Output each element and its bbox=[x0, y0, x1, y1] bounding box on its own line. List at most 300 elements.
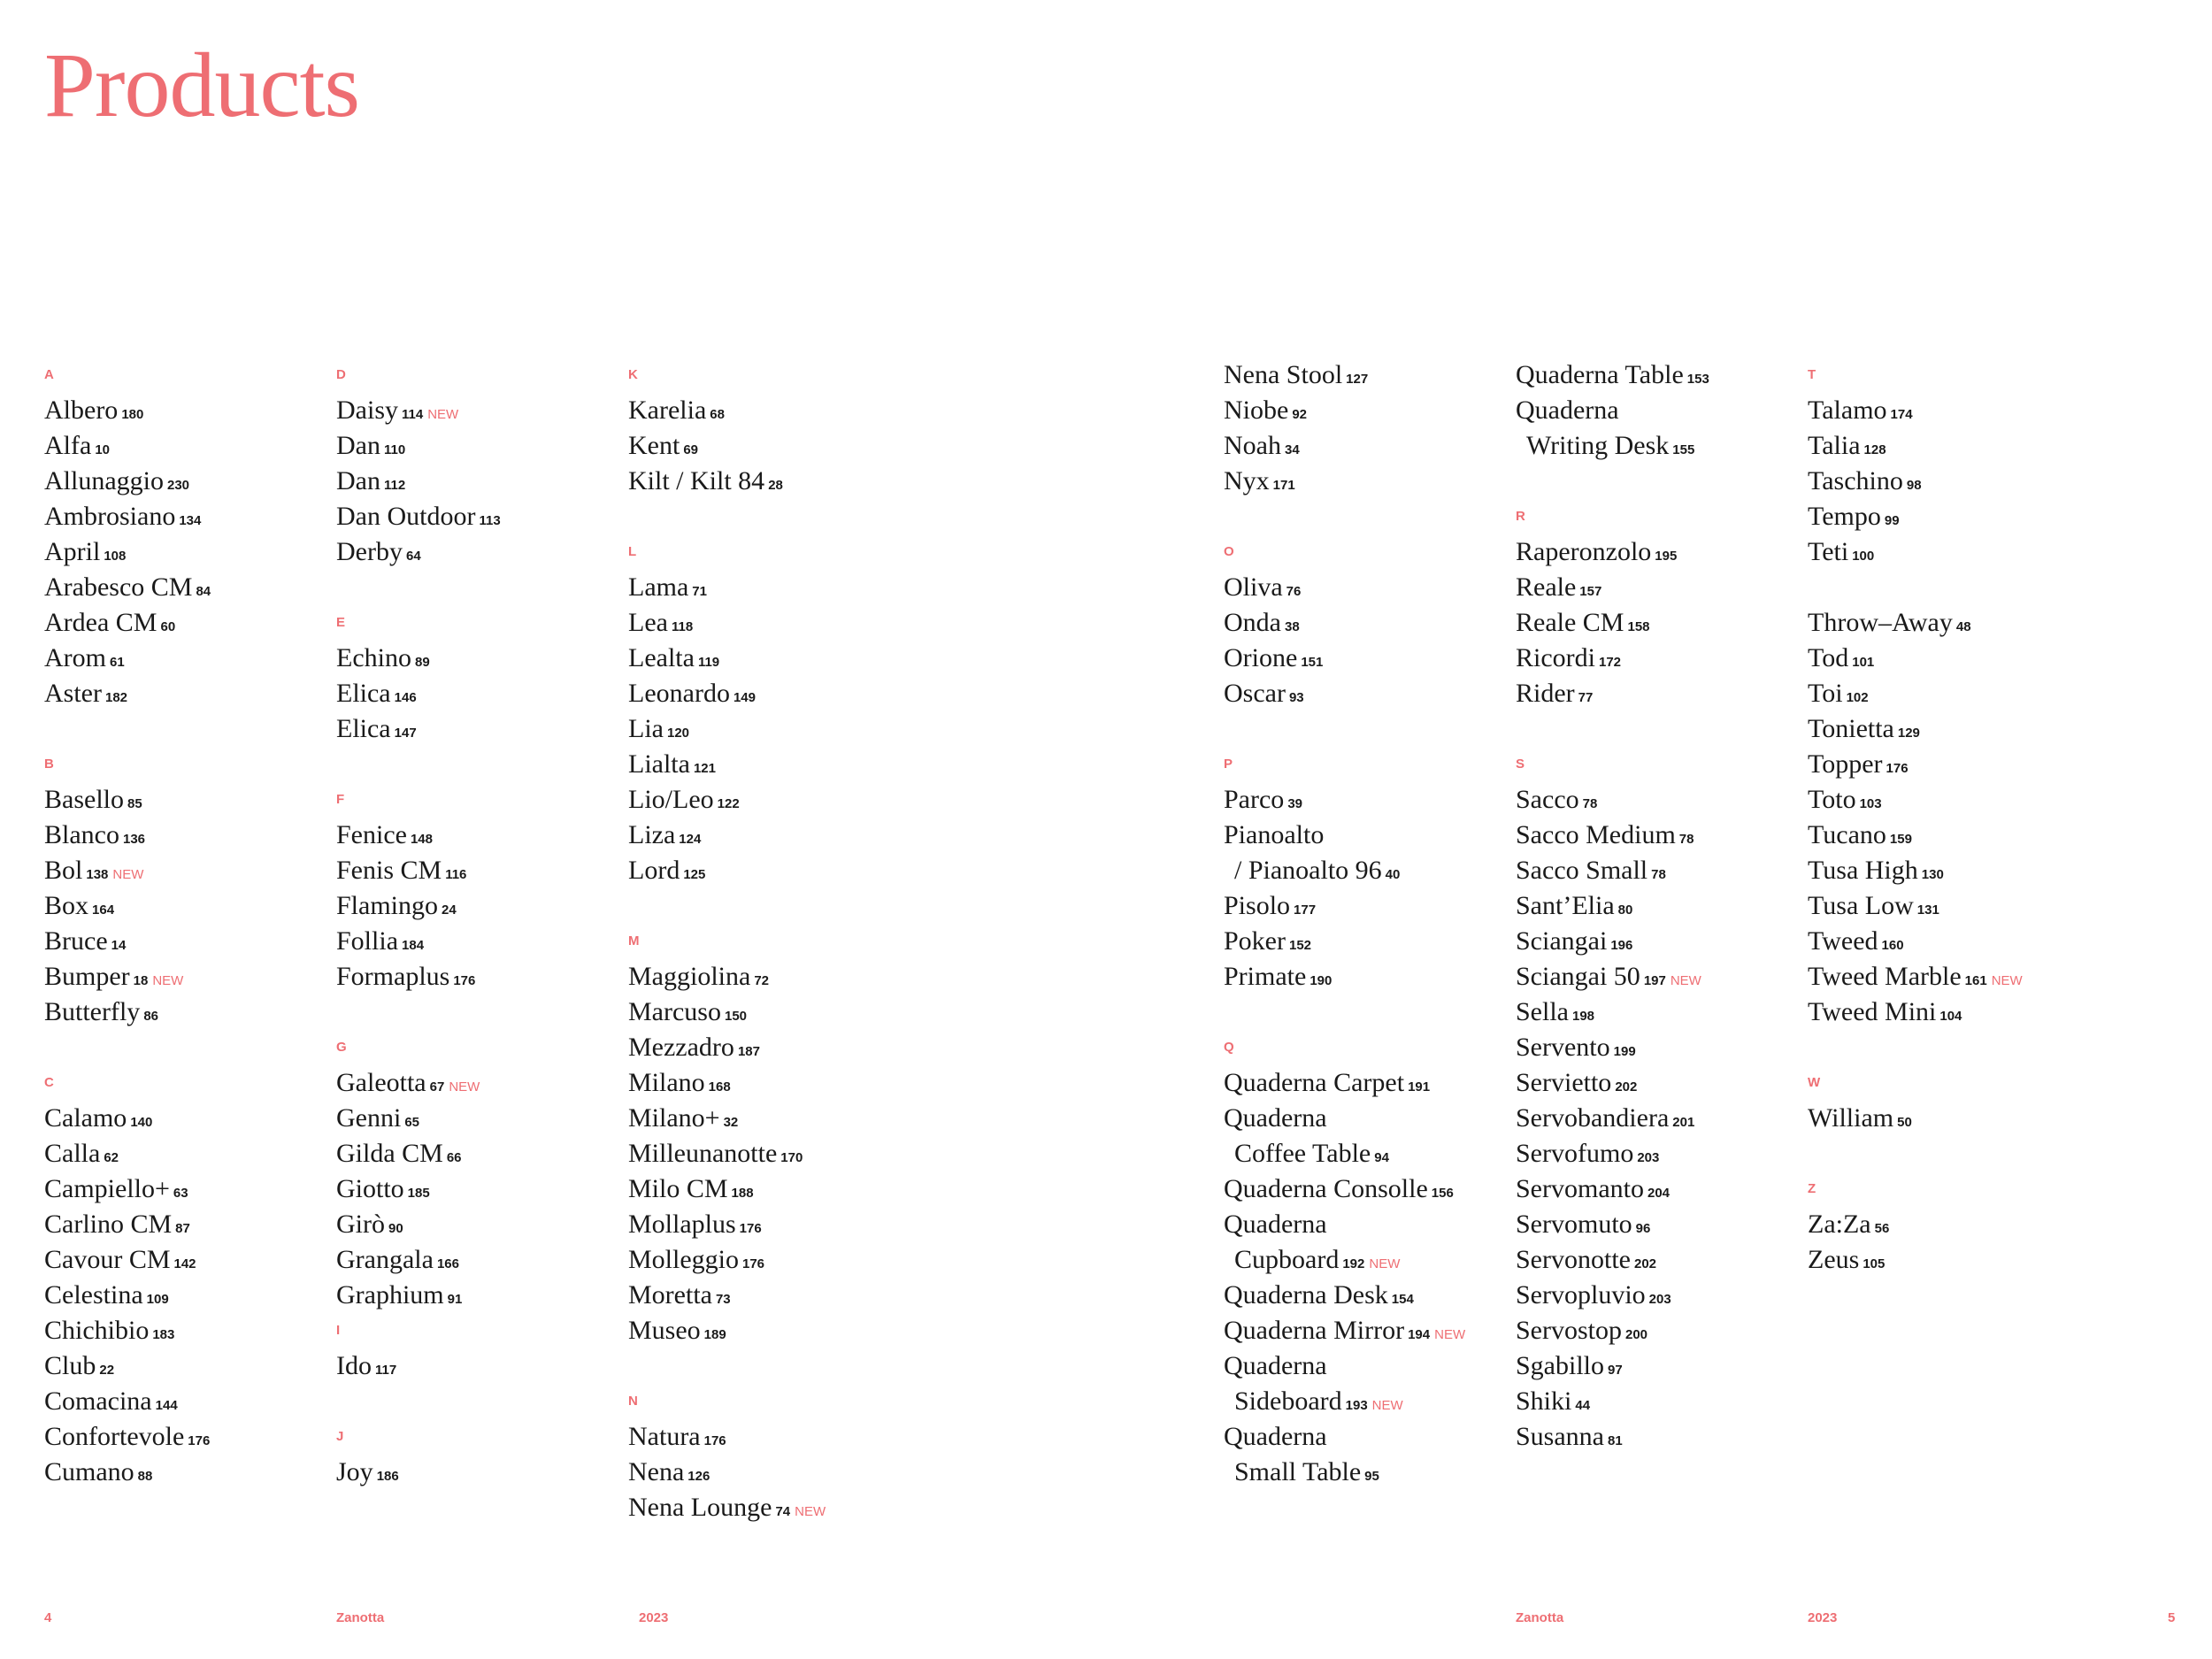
page-number: 109 bbox=[146, 1292, 169, 1307]
product-entry bbox=[1516, 924, 1803, 959]
page-number: 112 bbox=[383, 478, 406, 493]
product-entry bbox=[628, 428, 916, 464]
page-number: 56 bbox=[1874, 1221, 1890, 1236]
product-name: Milo CM bbox=[628, 1174, 728, 1203]
new-badge: NEW bbox=[1991, 973, 2023, 988]
product-entry bbox=[1224, 428, 1511, 464]
page-number: 147 bbox=[394, 726, 417, 741]
product-entry bbox=[1808, 959, 2095, 995]
page-number: 97 bbox=[1608, 1363, 1623, 1378]
footer-year-left: 2023 bbox=[639, 1610, 669, 1625]
product-name: Servomuto bbox=[1516, 1210, 1632, 1239]
product-entry bbox=[1224, 782, 1511, 818]
spacer bbox=[1516, 711, 1803, 747]
page-number: 61 bbox=[110, 655, 125, 670]
product-entry bbox=[336, 499, 624, 534]
product-name: Oscar bbox=[1224, 679, 1286, 708]
product-entry bbox=[1808, 924, 2095, 959]
new-badge: NEW bbox=[1434, 1327, 1466, 1342]
product-entry bbox=[44, 888, 332, 924]
product-entry bbox=[336, 1242, 624, 1278]
page-number: 159 bbox=[1889, 832, 1912, 847]
product-name: Moretta bbox=[628, 1280, 712, 1310]
page-number: 38 bbox=[1284, 619, 1300, 634]
page-number: 72 bbox=[754, 973, 769, 988]
product-entry bbox=[336, 1207, 624, 1242]
product-name: Taschino bbox=[1808, 466, 1903, 495]
page-number: 230 bbox=[167, 478, 190, 493]
product-entry bbox=[44, 782, 332, 818]
product-entry bbox=[44, 818, 332, 853]
product-name: Elica bbox=[336, 714, 391, 743]
product-entry bbox=[628, 1065, 916, 1101]
product-entry bbox=[1516, 357, 1803, 393]
page-number: 103 bbox=[1859, 796, 1882, 811]
section-letter: G bbox=[336, 1040, 347, 1055]
footer-page-number-left: 4 bbox=[44, 1610, 52, 1625]
product-entry bbox=[1516, 605, 1803, 641]
page-number: 76 bbox=[1286, 584, 1302, 599]
spacer bbox=[1808, 1030, 2095, 1065]
product-entry bbox=[44, 393, 332, 428]
product-name: Elica bbox=[336, 679, 391, 708]
page-number: 176 bbox=[739, 1221, 762, 1236]
product-entry bbox=[336, 818, 624, 853]
product-name: Tweed Marble bbox=[1808, 962, 1962, 991]
section-letter: C bbox=[44, 1075, 54, 1090]
product-entry bbox=[1224, 1171, 1511, 1207]
page-number: 60 bbox=[160, 619, 176, 634]
product-entry bbox=[1808, 676, 2095, 711]
product-name: Quaderna Consolle bbox=[1224, 1174, 1428, 1203]
product-entry bbox=[1808, 711, 2095, 747]
product-name: Leonardo bbox=[628, 679, 730, 708]
product-name: Shiki bbox=[1516, 1386, 1572, 1416]
product-name: Parco bbox=[1224, 785, 1285, 814]
product-name: Echino bbox=[336, 643, 411, 672]
page-number: 32 bbox=[723, 1115, 739, 1130]
product-entry bbox=[1516, 818, 1803, 853]
spacer bbox=[336, 747, 624, 782]
product-entry bbox=[1516, 959, 1803, 995]
product-entry bbox=[1808, 1207, 2095, 1242]
product-name: Servento bbox=[1516, 1033, 1610, 1062]
product-entry bbox=[1516, 1101, 1803, 1136]
page-number: 201 bbox=[1672, 1115, 1695, 1130]
product-entry bbox=[44, 605, 332, 641]
product-entry bbox=[336, 888, 624, 924]
product-entry bbox=[44, 499, 332, 534]
product-entry bbox=[336, 1455, 624, 1490]
product-name: Campiello+ bbox=[44, 1174, 170, 1203]
product-entry bbox=[44, 1313, 332, 1348]
page-title: Products bbox=[44, 35, 359, 136]
product-entry bbox=[628, 818, 916, 853]
page-number: 188 bbox=[731, 1186, 754, 1201]
product-name: Topper bbox=[1808, 749, 1883, 779]
page-number: 198 bbox=[1572, 1009, 1595, 1024]
product-entry bbox=[336, 1101, 624, 1136]
product-name: Karelia bbox=[628, 396, 707, 425]
product-entry bbox=[1516, 641, 1803, 676]
product-name: Noah bbox=[1224, 431, 1281, 460]
new-badge: NEW bbox=[1371, 1398, 1403, 1413]
page-number: 126 bbox=[687, 1469, 710, 1484]
product-entry bbox=[628, 1030, 916, 1065]
product-entry bbox=[1224, 357, 1511, 393]
product-name: Toi bbox=[1808, 679, 1843, 708]
product-entry bbox=[336, 464, 624, 499]
new-badge: NEW bbox=[152, 973, 184, 988]
product-entry bbox=[628, 393, 916, 428]
product-name: Box bbox=[44, 891, 89, 920]
product-name: Toto bbox=[1808, 785, 1856, 814]
product-name: Aster bbox=[44, 679, 102, 708]
product-entry bbox=[336, 924, 624, 959]
page-number: 90 bbox=[388, 1221, 403, 1236]
page-number: 187 bbox=[737, 1044, 760, 1059]
product-name: Sideboard bbox=[1234, 1386, 1342, 1416]
page-number: 94 bbox=[1374, 1150, 1389, 1165]
page-number: 39 bbox=[1287, 796, 1302, 811]
new-badge: NEW bbox=[795, 1504, 826, 1519]
page-number: 104 bbox=[1939, 1009, 1962, 1024]
page-number: 96 bbox=[1635, 1221, 1651, 1236]
product-entry bbox=[1224, 1278, 1511, 1313]
product-entry bbox=[1516, 888, 1803, 924]
product-entry bbox=[336, 1065, 624, 1101]
page-number: 140 bbox=[130, 1115, 153, 1130]
page-number: 66 bbox=[446, 1150, 462, 1165]
footer-brand-left: Zanotta bbox=[336, 1610, 385, 1625]
product-name: Tempo bbox=[1808, 502, 1881, 531]
product-name: Zeus bbox=[1808, 1245, 1860, 1274]
page-number: 196 bbox=[1610, 938, 1633, 953]
index-column-4 bbox=[1224, 357, 1511, 1490]
product-name: Comacina bbox=[44, 1386, 152, 1416]
spacer bbox=[1808, 1136, 2095, 1171]
page-number: 91 bbox=[447, 1292, 463, 1307]
product-entry bbox=[628, 1136, 916, 1171]
product-name: Quaderna bbox=[1224, 1103, 1327, 1133]
section-letter: Q bbox=[1224, 1040, 1234, 1055]
section-letter: O bbox=[1224, 544, 1234, 559]
product-name: Alfa bbox=[44, 431, 92, 460]
page-number: 152 bbox=[1289, 938, 1312, 953]
product-name: Basello bbox=[44, 785, 124, 814]
product-name: Grangala bbox=[336, 1245, 434, 1274]
product-entry bbox=[1516, 1419, 1803, 1455]
product-name: Servobandiera bbox=[1516, 1103, 1670, 1133]
product-entry bbox=[1516, 782, 1803, 818]
index-column-2 bbox=[336, 357, 624, 1490]
product-name: Liza bbox=[628, 820, 676, 849]
page-number: 118 bbox=[671, 619, 694, 634]
product-entry bbox=[628, 1419, 916, 1455]
product-name: Galeotta bbox=[336, 1068, 426, 1097]
product-entry bbox=[628, 1278, 916, 1313]
page-number: 172 bbox=[1599, 655, 1622, 670]
product-entry bbox=[1516, 1278, 1803, 1313]
product-name: Milano+ bbox=[628, 1103, 720, 1133]
page-number: 129 bbox=[1897, 726, 1920, 741]
product-entry bbox=[1516, 1348, 1803, 1384]
product-name: William bbox=[1808, 1103, 1894, 1133]
product-entry bbox=[1224, 853, 1511, 888]
page-number: 95 bbox=[1364, 1469, 1379, 1484]
product-name: Quaderna Mirror bbox=[1224, 1316, 1405, 1345]
page-number: 176 bbox=[188, 1433, 211, 1448]
product-name: Quaderna bbox=[1224, 1210, 1327, 1239]
product-name: / Pianoalto 96 bbox=[1234, 856, 1382, 885]
product-entry bbox=[44, 1278, 332, 1313]
product-name: Cupboard bbox=[1234, 1245, 1340, 1274]
section-letter: J bbox=[336, 1429, 344, 1444]
page-number: 190 bbox=[1310, 973, 1333, 988]
page-number: 108 bbox=[104, 549, 127, 564]
page-number: 151 bbox=[1301, 655, 1324, 670]
page-number: 48 bbox=[1955, 619, 1971, 634]
product-name: Kent bbox=[628, 431, 680, 460]
spacer bbox=[1516, 464, 1803, 499]
page-number: 40 bbox=[1385, 867, 1401, 882]
product-entry bbox=[1808, 393, 2095, 428]
page-number: 68 bbox=[710, 407, 725, 422]
product-entry bbox=[628, 1171, 916, 1207]
product-name: Niobe bbox=[1224, 396, 1289, 425]
product-entry bbox=[1224, 1101, 1511, 1136]
product-name: Lia bbox=[628, 714, 664, 743]
page-number: 77 bbox=[1578, 690, 1594, 705]
page-number: 78 bbox=[1678, 832, 1694, 847]
product-entry bbox=[44, 1419, 332, 1455]
product-entry bbox=[336, 1171, 624, 1207]
page-number: 98 bbox=[1906, 478, 1922, 493]
product-entry bbox=[336, 428, 624, 464]
spacer bbox=[1224, 499, 1511, 534]
product-entry bbox=[336, 1348, 624, 1384]
product-entry bbox=[1808, 995, 2095, 1030]
product-entry bbox=[628, 1313, 916, 1348]
page-number: 193 bbox=[1345, 1398, 1368, 1413]
product-entry bbox=[44, 464, 332, 499]
product-name: Raperonzolo bbox=[1516, 537, 1652, 566]
product-name: Sella bbox=[1516, 997, 1569, 1026]
product-name: Nena Stool bbox=[1224, 360, 1343, 389]
page-number: 105 bbox=[1863, 1256, 1886, 1271]
product-entry bbox=[1516, 428, 1803, 464]
product-name: Orione bbox=[1224, 643, 1298, 672]
page-number: 149 bbox=[733, 690, 756, 705]
product-name: Sciangai bbox=[1516, 926, 1608, 956]
product-entry bbox=[628, 1490, 916, 1525]
product-entry bbox=[1808, 499, 2095, 534]
page-number: 134 bbox=[179, 513, 202, 528]
product-entry bbox=[628, 782, 916, 818]
product-name: Writing Desk bbox=[1526, 431, 1670, 460]
product-name: Sciangai 50 bbox=[1516, 962, 1640, 991]
product-entry bbox=[1224, 1348, 1511, 1384]
product-entry bbox=[628, 464, 916, 499]
product-entry bbox=[628, 747, 916, 782]
product-name: Arom bbox=[44, 643, 106, 672]
product-entry bbox=[1224, 1419, 1511, 1455]
product-name: Coffee Table bbox=[1234, 1139, 1371, 1168]
product-name: Sacco Small bbox=[1516, 856, 1648, 885]
product-name: Servonotte bbox=[1516, 1245, 1631, 1274]
product-entry bbox=[628, 995, 916, 1030]
section-letter: F bbox=[336, 792, 345, 807]
product-name: Servostop bbox=[1516, 1316, 1622, 1345]
page-number: 204 bbox=[1647, 1186, 1671, 1201]
page-number: 101 bbox=[1852, 655, 1875, 670]
page-number: 197 bbox=[1643, 973, 1666, 988]
page-number: 71 bbox=[692, 584, 707, 599]
product-name: Lord bbox=[628, 856, 680, 885]
product-entry bbox=[336, 1278, 624, 1313]
product-name: Girò bbox=[336, 1210, 385, 1239]
product-name: Lama bbox=[628, 572, 689, 602]
section-letter: P bbox=[1224, 757, 1233, 772]
page-number: 87 bbox=[175, 1221, 190, 1236]
product-name: Flamingo bbox=[336, 891, 439, 920]
page-number: 18 bbox=[133, 973, 149, 988]
product-entry bbox=[1516, 534, 1803, 570]
page-number: 62 bbox=[104, 1150, 119, 1165]
product-name: Pianoalto bbox=[1224, 820, 1325, 849]
page-number: 168 bbox=[708, 1079, 731, 1094]
product-entry bbox=[1808, 1101, 2095, 1136]
product-entry bbox=[44, 924, 332, 959]
page-number: 34 bbox=[1284, 442, 1300, 457]
product-name: Sant’Elia bbox=[1516, 891, 1615, 920]
product-name: Ardea CM bbox=[44, 608, 157, 637]
product-name: Fenis CM bbox=[336, 856, 442, 885]
page-number: 202 bbox=[1615, 1079, 1638, 1094]
product-name: Reale bbox=[1516, 572, 1577, 602]
product-entry bbox=[336, 711, 624, 747]
product-entry bbox=[1516, 1384, 1803, 1419]
page-number: 164 bbox=[92, 902, 115, 918]
product-name: Small Table bbox=[1234, 1457, 1362, 1486]
product-entry bbox=[1808, 534, 2095, 570]
product-entry bbox=[336, 1136, 624, 1171]
page-number: 121 bbox=[693, 761, 716, 776]
product-name: Ambrosiano bbox=[44, 502, 176, 531]
new-badge: NEW bbox=[1369, 1256, 1401, 1271]
product-name: Ido bbox=[336, 1351, 372, 1380]
page-number: 171 bbox=[1272, 478, 1295, 493]
page-number: 120 bbox=[666, 726, 690, 741]
product-entry bbox=[1224, 1384, 1511, 1419]
page-number: 114 bbox=[402, 407, 424, 422]
spacer bbox=[44, 711, 332, 747]
section-letter: Z bbox=[1808, 1181, 1816, 1196]
page-number: 50 bbox=[1897, 1115, 1912, 1130]
page-number: 160 bbox=[1881, 938, 1904, 953]
page-number: 148 bbox=[410, 832, 433, 847]
page-number: 80 bbox=[1617, 902, 1633, 918]
product-entry bbox=[1516, 1065, 1803, 1101]
product-name: Dan bbox=[336, 431, 380, 460]
product-name: Susanna bbox=[1516, 1422, 1604, 1451]
page-number: 138 bbox=[86, 867, 109, 882]
page-number: 28 bbox=[768, 478, 783, 493]
page-number: 78 bbox=[1651, 867, 1666, 882]
page-number: 176 bbox=[703, 1433, 726, 1448]
section-letter: T bbox=[1808, 367, 1816, 382]
product-name: Talia bbox=[1808, 431, 1861, 460]
product-name: Quaderna bbox=[1224, 1351, 1327, 1380]
product-entry bbox=[44, 428, 332, 464]
product-name: Servopluvio bbox=[1516, 1280, 1646, 1310]
product-name: Tucano bbox=[1808, 820, 1886, 849]
section-letter: A bbox=[44, 367, 54, 382]
product-entry bbox=[44, 1136, 332, 1171]
spacer bbox=[1808, 570, 2095, 605]
product-entry bbox=[1516, 995, 1803, 1030]
product-entry bbox=[1224, 570, 1511, 605]
product-entry bbox=[336, 393, 624, 428]
product-name: April bbox=[44, 537, 101, 566]
product-name: Kilt / Kilt 84 bbox=[628, 466, 765, 495]
product-entry bbox=[1516, 1207, 1803, 1242]
product-name: Tod bbox=[1808, 643, 1849, 672]
footer-year-right: 2023 bbox=[1808, 1610, 1838, 1625]
product-entry bbox=[336, 853, 624, 888]
new-badge: NEW bbox=[1670, 973, 1701, 988]
section-letter: B bbox=[44, 757, 54, 772]
product-entry bbox=[44, 534, 332, 570]
product-entry bbox=[628, 1242, 916, 1278]
index-column-5 bbox=[1516, 357, 1803, 1455]
page-number: 144 bbox=[155, 1398, 178, 1413]
product-entry bbox=[1808, 888, 2095, 924]
index-column-1 bbox=[44, 357, 332, 1490]
product-name: Lialta bbox=[628, 749, 690, 779]
new-badge: NEW bbox=[427, 407, 459, 422]
page-number: 99 bbox=[1884, 513, 1900, 528]
product-name: Tusa High bbox=[1808, 856, 1918, 885]
product-entry bbox=[1224, 605, 1511, 641]
product-name: Museo bbox=[628, 1316, 701, 1345]
page-number: 170 bbox=[780, 1150, 803, 1165]
product-name: Sacco Medium bbox=[1516, 820, 1676, 849]
page-number: 88 bbox=[137, 1469, 153, 1484]
section-letter: N bbox=[628, 1394, 638, 1409]
page-number: 14 bbox=[111, 938, 127, 953]
page-number: 93 bbox=[1288, 690, 1304, 705]
page-number: 69 bbox=[683, 442, 699, 457]
page-number: 199 bbox=[1613, 1044, 1636, 1059]
product-entry bbox=[44, 1455, 332, 1490]
product-name: Bruce bbox=[44, 926, 108, 956]
page-number: 65 bbox=[404, 1115, 420, 1130]
page-number: 85 bbox=[127, 796, 142, 811]
page-number: 150 bbox=[724, 1009, 748, 1024]
product-entry bbox=[628, 1455, 916, 1490]
page-number: 131 bbox=[1916, 902, 1939, 918]
spacer bbox=[1224, 711, 1511, 747]
product-name: Calamo bbox=[44, 1103, 127, 1133]
product-name: Mollaplus bbox=[628, 1210, 736, 1239]
page-number: 10 bbox=[95, 442, 110, 457]
product-name: Servietto bbox=[1516, 1068, 1612, 1097]
page-number: 24 bbox=[442, 902, 457, 918]
page-number: 102 bbox=[1846, 690, 1869, 705]
page-number: 191 bbox=[1408, 1079, 1431, 1094]
spacer bbox=[628, 1348, 916, 1384]
